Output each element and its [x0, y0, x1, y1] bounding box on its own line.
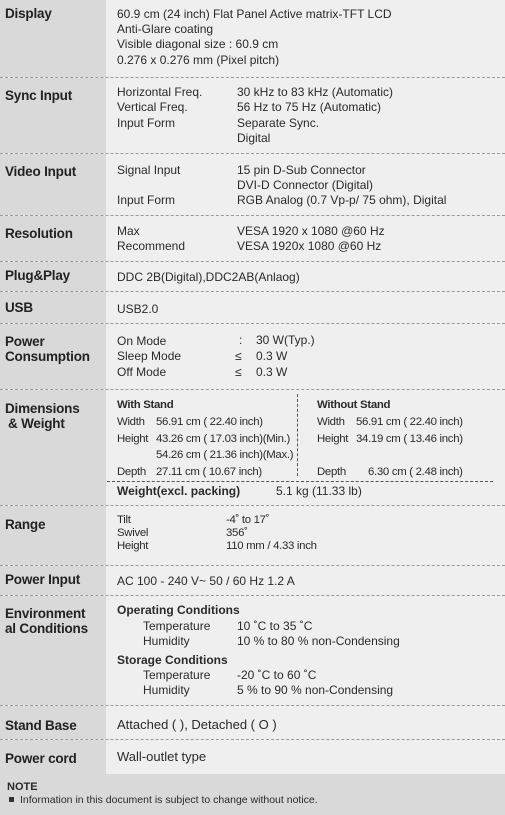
row-label: Environment al Conditions [0, 596, 106, 705]
weight-label: Weight(excl. packing) [117, 484, 241, 498]
row-display [0, 0, 505, 78]
spec-value: RGB Analog (0.7 Vp-p/ 75 ohm), Digital [237, 193, 447, 207]
spec-key: On Mode [117, 334, 167, 348]
row-power-consumption [0, 324, 505, 390]
column-divider [297, 394, 298, 476]
spec-key: Vertical Freq. [117, 100, 188, 114]
spec-value: DDC 2B(Digital),DDC2AB(Anlaog) [117, 270, 300, 284]
spec-value: VESA 1920x 1080 @60 Hz [237, 239, 382, 253]
display-line: Anti-Glare coating [117, 22, 214, 36]
row-environmental-conditions [0, 596, 505, 706]
spec-value: AC 100 - 240 V~ 50 / 60 Hz 1.2 A [117, 574, 295, 588]
row-value [106, 216, 505, 261]
spec-value: Digital [237, 131, 271, 145]
row-label: Plug&Play [0, 262, 106, 291]
spec-value: -4˚ to 17˚ [226, 514, 270, 526]
row-value [106, 78, 505, 153]
spec-value: 56.91 cm ( 22.40 inch) [156, 416, 263, 428]
row-usb [0, 292, 505, 324]
row-label: Display [0, 0, 106, 77]
row-value [106, 0, 505, 77]
display-line: 60.9 cm (24 inch) Flat Panel Active matrix-TFT LCD [117, 7, 392, 21]
spec-value: 56.91 cm ( 22.40 inch) [356, 416, 463, 428]
spec-key: Tilt [117, 514, 131, 526]
row-sync-input [0, 78, 505, 154]
spec-value: DVI-D Connector (Digital) [237, 178, 374, 192]
weight-value: 5.1 kg (11.33 lb) [276, 484, 362, 498]
spec-symbol: ≤ [235, 349, 242, 363]
spec-value: 356˚ [226, 527, 248, 539]
row-label: Video Input [0, 154, 106, 215]
spec-key: Horizontal Freq. [117, 85, 203, 99]
row-label: USB [0, 292, 106, 323]
row-resolution [0, 216, 505, 262]
spec-value: USB2.0 [117, 302, 159, 316]
row-video-input [0, 154, 505, 216]
note-text: Information in this document is subject to change without notice. [20, 794, 318, 806]
with-stand-heading: With Stand [117, 399, 174, 411]
spec-value: 56 Hz to 75 Hz (Automatic) [237, 100, 382, 114]
row-label: Stand Base [0, 706, 106, 739]
note-box [0, 774, 505, 815]
row-value [106, 154, 505, 215]
spec-value: Wall-outlet type [117, 749, 207, 764]
spec-key: Temperature [143, 619, 211, 633]
row-value [106, 566, 505, 595]
note-title: NOTE [7, 781, 38, 793]
spec-key: Input Form [117, 116, 176, 130]
row-value [106, 390, 505, 505]
spec-symbol: ≤ [235, 365, 242, 379]
row-label: Power Input [0, 566, 106, 595]
spec-key: Humidity [143, 634, 190, 648]
row-dimensions-weight [0, 390, 505, 506]
spec-value: Separate Sync. [237, 116, 320, 130]
spec-value: 30 W(Typ.) [256, 333, 315, 347]
spec-key: Width [117, 416, 145, 428]
spec-symbol: : [239, 333, 243, 347]
spec-value: 5 % to 90 % non-Condensing [237, 683, 394, 697]
display-line: 0.276 x 0.276 mm (Pixel pitch) [117, 53, 280, 67]
row-label: Power Consumption [0, 324, 106, 389]
row-label: Range [0, 506, 106, 565]
spec-value: 30 kHz to 83 kHz (Automatic) [237, 85, 394, 99]
spec-key: Height [117, 433, 149, 445]
storage-conditions-heading: Storage Conditions [117, 653, 228, 667]
without-stand-heading: Without Stand [317, 399, 391, 411]
row-label: Resolution [0, 216, 106, 261]
spec-key: Width [317, 416, 345, 428]
row-label: Dimensions & Weight [0, 390, 106, 505]
spec-key: Humidity [143, 683, 190, 697]
spec-key: Swivel [117, 527, 149, 539]
spec-value: 0.3 W [256, 349, 288, 363]
row-plug-and-play [0, 262, 505, 292]
spec-value: 110 mm / 4.33 inch [226, 540, 317, 552]
row-power-input [0, 566, 505, 596]
row-value [106, 596, 505, 705]
spec-value: 15 pin D-Sub Connector [237, 163, 366, 177]
spec-value: 43.26 cm ( 17.03 inch)(Min.) [156, 433, 291, 445]
spec-value: 10 ˚C to 35 ˚C [237, 619, 313, 633]
spec-value: 6.30 cm ( 2.48 inch) [368, 466, 463, 478]
spec-value: VESA 1920 x 1080 @60 Hz [237, 224, 385, 238]
spec-value: 10 % to 80 % non-Condensing [237, 634, 400, 648]
weight-divider [107, 481, 493, 482]
row-value [106, 706, 505, 739]
bullet-icon [9, 797, 14, 802]
row-range [0, 506, 505, 566]
spec-key: Temperature [143, 668, 211, 682]
spec-key: Recommend [117, 239, 186, 253]
spec-key: Off Mode [117, 365, 167, 379]
spec-value: 27.11 cm ( 10.67 inch) [156, 466, 262, 478]
row-value [106, 740, 505, 774]
spec-value: 54.26 cm ( 21.36 inch)(Max.) [156, 449, 294, 461]
operating-conditions-heading: Operating Conditions [117, 603, 240, 617]
row-label: Sync Input [0, 78, 106, 153]
row-label: Power cord [0, 740, 106, 774]
display-line: Visible diagonal size : 60.9 cm [117, 37, 279, 51]
note-text-line [9, 793, 318, 808]
row-power-cord [0, 740, 505, 774]
spec-key: Depth [317, 466, 346, 478]
spec-key: Sleep Mode [117, 349, 182, 363]
row-value [106, 262, 505, 291]
spec-value: 34.19 cm ( 13.46 inch) [356, 433, 463, 445]
spec-value: 0.3 W [256, 365, 288, 379]
spec-key: Max [117, 224, 140, 238]
spec-key: Depth [117, 466, 146, 478]
row-value [106, 324, 505, 389]
row-stand-base [0, 706, 505, 740]
row-value [106, 506, 505, 565]
spec-key: Signal Input [117, 163, 181, 177]
row-value [106, 292, 505, 323]
spec-key: Height [317, 433, 349, 445]
spec-value: -20 ˚C to 60 ˚C [237, 668, 317, 682]
spec-key: Height [117, 540, 149, 552]
spec-value: Attached ( ), Detached ( O ) [117, 717, 277, 732]
spec-key: Input Form [117, 193, 176, 207]
